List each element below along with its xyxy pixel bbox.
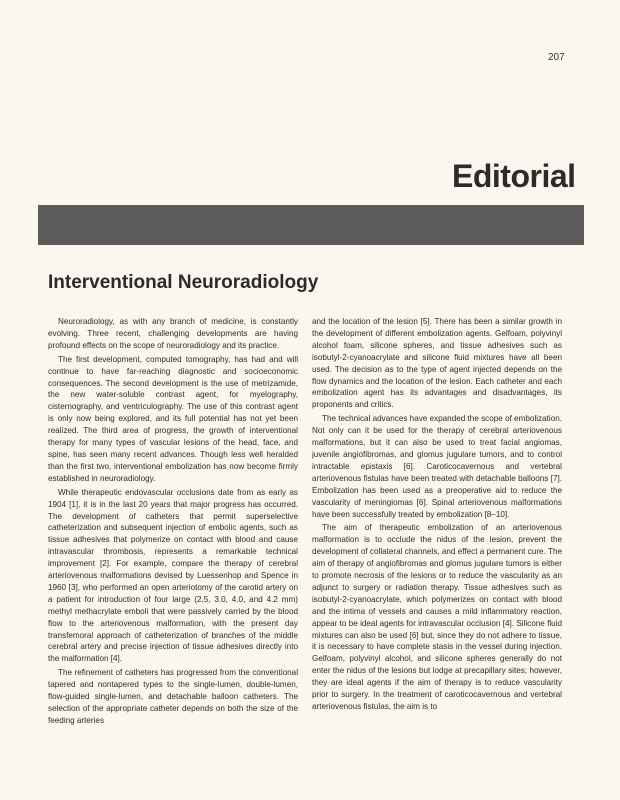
paragraph: and the location of the lesion [5]. There has been a similar growth in the development of different embolization agents. Gelfoam, polyvinyl alcohol foam, silicone spheres, and tissue adhesives such as isobutyl-2-cyanoacrylate and silicone fluid mixtures have all been used. The decision as to the type of agent injected depends on the flow dynamics and the location of the lesion. Each catheter and each embolization agent has its advantages and disadvantages, its proponents and critics. bbox=[312, 317, 562, 410]
left-text-column bbox=[48, 316, 298, 727]
paragraph: The technical advances have expanded the scope of embolization. Not only can it be used for the therapy of cerebral arteriovenous malformations, but it can also be used to treat facial angiomas, juvenile angiofibromas, and glomus jugulare tumors, and to control intractable epistaxis [6]. Caroticocavernous and vertebral arteriovenous fistulas have been treated with detachable balloons [7]. Embolization has been used as a preoperative aid to reduce the vascularity of meningiomas [6]. Spinal arteriovenous malformations have been successfully treated by embolization [8–10]. bbox=[312, 414, 562, 519]
article-title: Interventional Neuroradiology bbox=[48, 272, 319, 293]
paragraph: The refinement of catheters has progressed from the conventional tapered and nontapered types to the single-lumen, double-lumen, flow-guided single-lumen, and detachable balloon catheters. The selection of the appropriate catheter depends on both the size of the feeding arteries bbox=[48, 668, 298, 725]
paragraph: The first development, computed tomography, has had and will continue to have far-reaching diagnostic and socioeconomic consequences. The second development is the use of metrizamide, the new water-soluble contrast agent, for myelography, cisternography, and ventriculography. The use of this contrast agent is only now being explored, and its full potential has not yet been realized. The third area of progress, the growth of interventional therapy for many types of vascular lesions of the head, face, and spine, has seen many recent advances. Though less well heralded than the first two, interventional embolization has now become firmly established in neuroradiology. bbox=[48, 354, 298, 483]
page-number: 207 bbox=[548, 52, 565, 63]
paragraph: While therapeutic endovascular occlusions date from as early as 1904 [1], it is in the last 20 years that major progress has occurred. The development of catheters that permit superselective catheterization and subsequent injection of embolic agents, such as tissue adhesives that polymerize on contact with blood and cause intravascular thrombosis, represents a remarkable technical improvement [2]. For example, compare the therapy of cerebral arteriovenous malformations devised by Luessenhop and Spence in 1960 [3], who performed an open arteriotomy of the carotid artery on a patient for introduction of four large (2.5, 3.0, 4.0, and 4.2 mm) methyl methacrylate emboli that were passively carried by the blood flow to the arteriovenous malformation, with the present day transfemoral approach of catheterization of branches of the middle cerebral artery and precise injection of tissue adhesives directly into the malformation [4]. bbox=[48, 487, 298, 664]
section-title: Editorial bbox=[452, 158, 576, 194]
paragraph: Neuroradiology, as with any branch of medicine, is constantly evolving. Three recent, challenging developments are having profound effects on the scope of neuroradiology and its practice. bbox=[48, 317, 298, 350]
paragraph: The aim of therapeutic embolization of an arteriovenous malformation is to occlude the nidus of the lesion, prevent the development of collateral channels, and effect a permanent cure. The aim of therapy of angiofibromas and glomus jugulare tumors is either to promote necrosis of the lesions or to reduce the vascularity as an adjunct to surgery or radiation therapy. Tissue adhesives such as isobutyl-2-cyanoacrylate, which polymerizes on contact with blood and the intima of vessels and causes a mild inflammatory reaction, appear to be ideal agents for intravascular occlusion [4]. Silicone fluid mixtures can also be used [6] but, since they do not adhere to tissue, it is necessary to have complete stasis in the vessel during injection. Gelfoam, polyvinyl alcohol, and silicone spheres generally do not enter the nidus of the lesions but lodge at precapillary sites; however, they are ideal agents if the aim of therapy is to reduce vascularity prior to surgery. In the treatment of caroticocavernous and vertebral arteriovenous fistulas, the aim is to bbox=[312, 523, 562, 711]
right-text-column bbox=[312, 316, 562, 713]
section-banner bbox=[38, 205, 584, 245]
